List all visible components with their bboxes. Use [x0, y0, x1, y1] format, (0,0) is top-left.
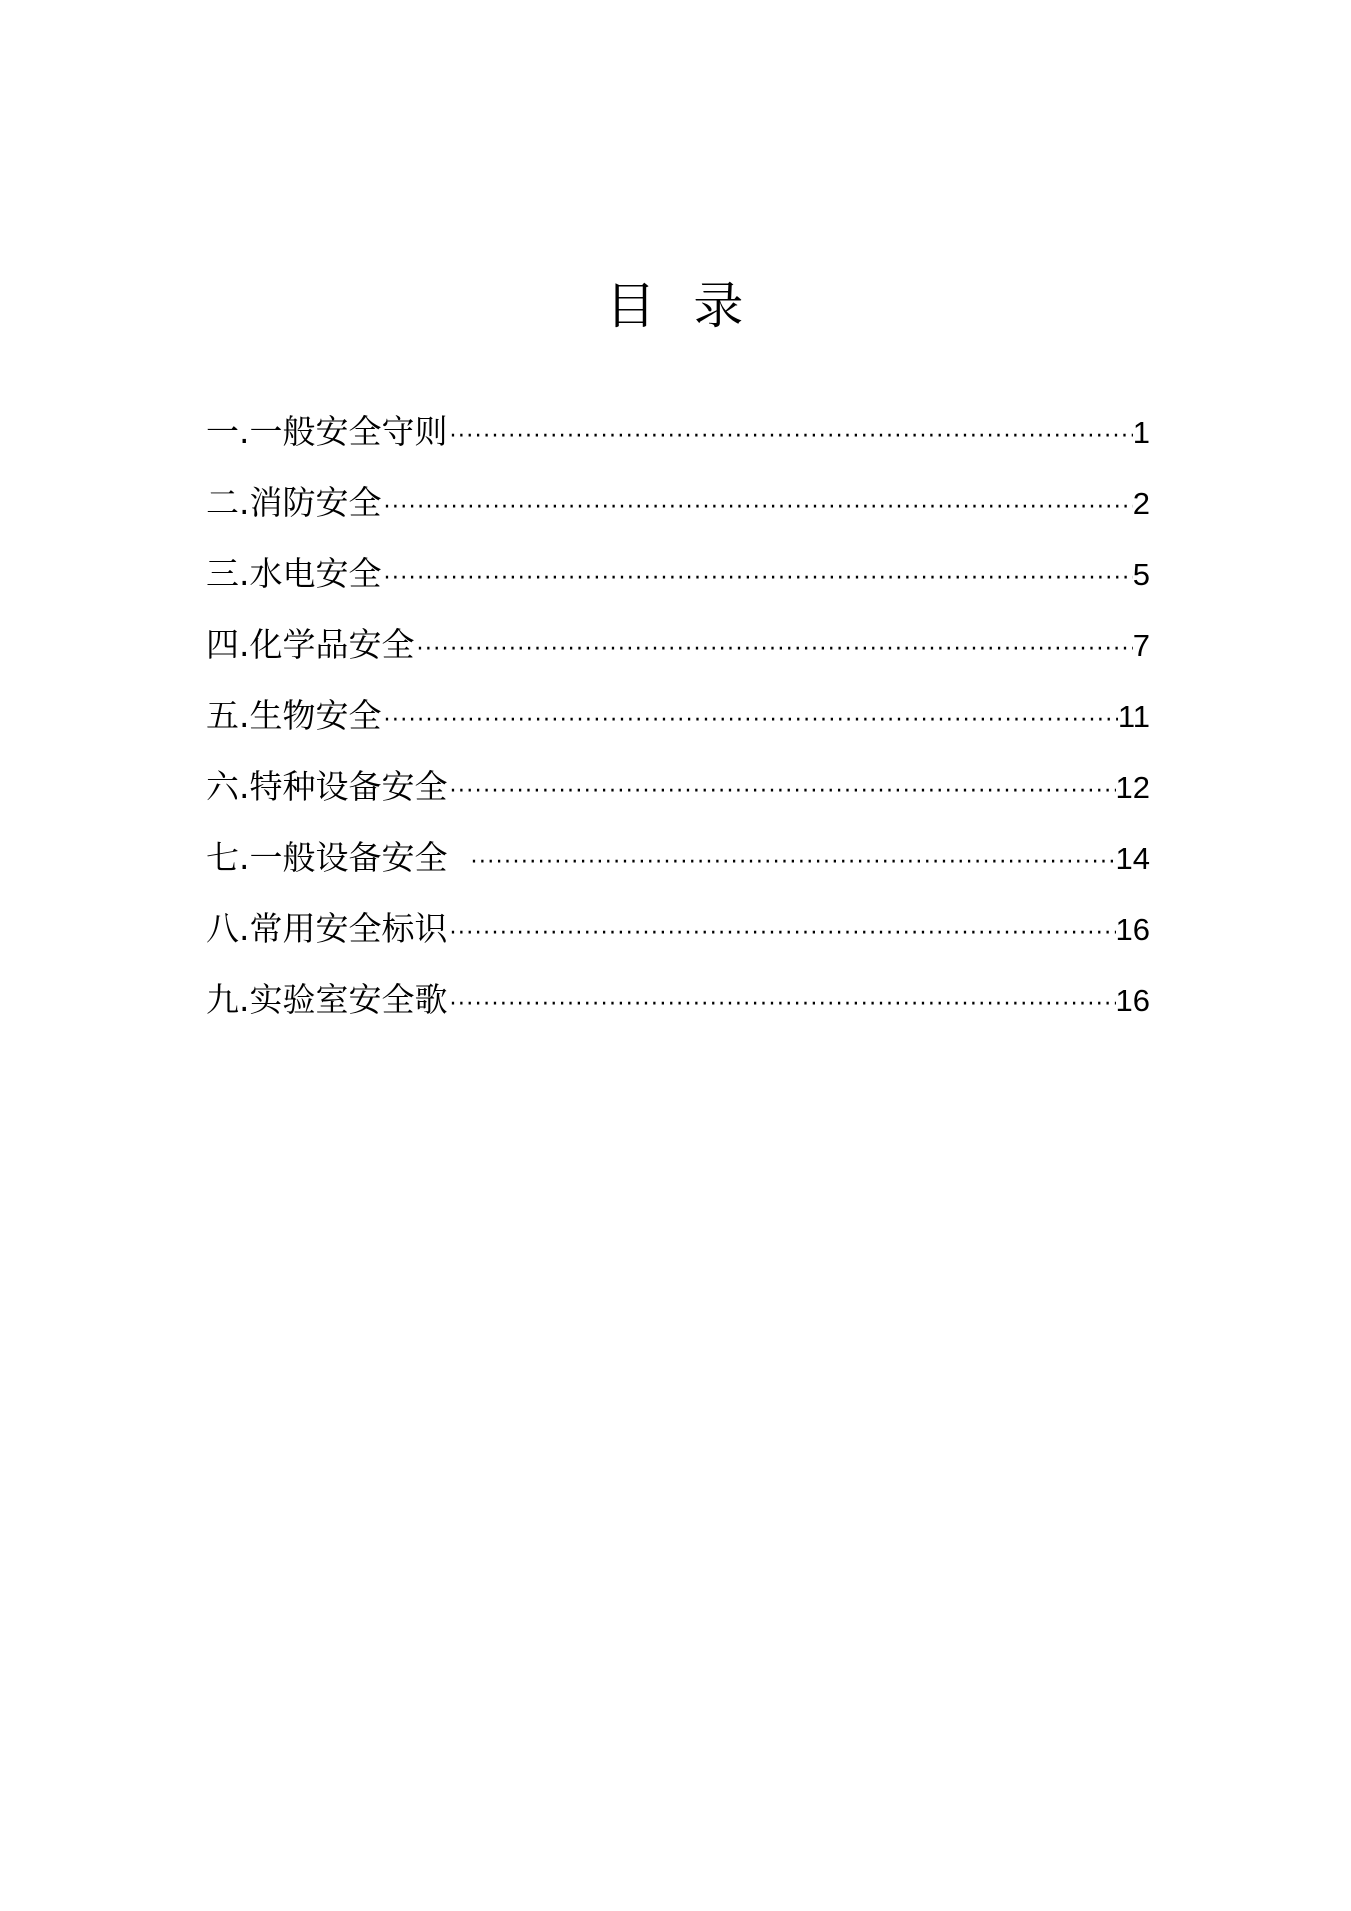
toc-dot-leader	[448, 410, 1133, 464]
toc-entry-label: 七.一般设备安全	[206, 838, 469, 877]
toc-entry-page-number: 1	[1132, 415, 1150, 450]
toc-entry	[206, 831, 1150, 902]
page-title: 目 录	[605, 277, 746, 335]
toc-entry	[206, 973, 1150, 1044]
toc-dot-leader	[382, 694, 1118, 748]
toc-entry-label: 九.实验室安全歌	[206, 980, 448, 1019]
table-of-contents	[206, 405, 1150, 1044]
toc-entry-label: 一.一般安全守则	[206, 412, 448, 451]
toc-entry-label: 二.消防安全	[206, 483, 382, 522]
toc-dot-leader	[468, 836, 1115, 890]
toc-entry	[206, 547, 1150, 618]
toc-entry-label: 五.生物安全	[206, 696, 382, 735]
toc-entry-page-number: 14	[1115, 841, 1150, 876]
toc-entry-label: 八.常用安全标识	[206, 909, 448, 948]
toc-entry-label: 六.特种设备安全	[206, 767, 448, 806]
toc-entry-label: 三.水电安全	[206, 554, 382, 593]
toc-entry	[206, 476, 1150, 547]
toc-entry-page-number: 16	[1115, 983, 1150, 1018]
toc-entry	[206, 405, 1150, 476]
toc-entry	[206, 902, 1150, 973]
toc-dot-leader	[448, 907, 1116, 961]
toc-dot-leader	[415, 623, 1133, 677]
toc-entry-page-number: 5	[1132, 557, 1150, 592]
toc-dot-leader	[448, 978, 1116, 1032]
toc-dot-leader	[382, 552, 1133, 606]
toc-dot-leader	[382, 481, 1133, 535]
toc-entry-page-number: 16	[1115, 912, 1150, 947]
toc-entry	[206, 760, 1150, 831]
toc-entry-page-number: 2	[1132, 486, 1150, 521]
toc-entry-label: 四.化学品安全	[206, 625, 415, 664]
toc-dot-leader	[448, 765, 1116, 819]
toc-entry-page-number: 7	[1132, 628, 1150, 663]
toc-entry	[206, 689, 1150, 760]
toc-entry-page-number: 11	[1117, 699, 1150, 734]
toc-entry-page-number: 12	[1115, 770, 1150, 805]
toc-entry	[206, 618, 1150, 689]
